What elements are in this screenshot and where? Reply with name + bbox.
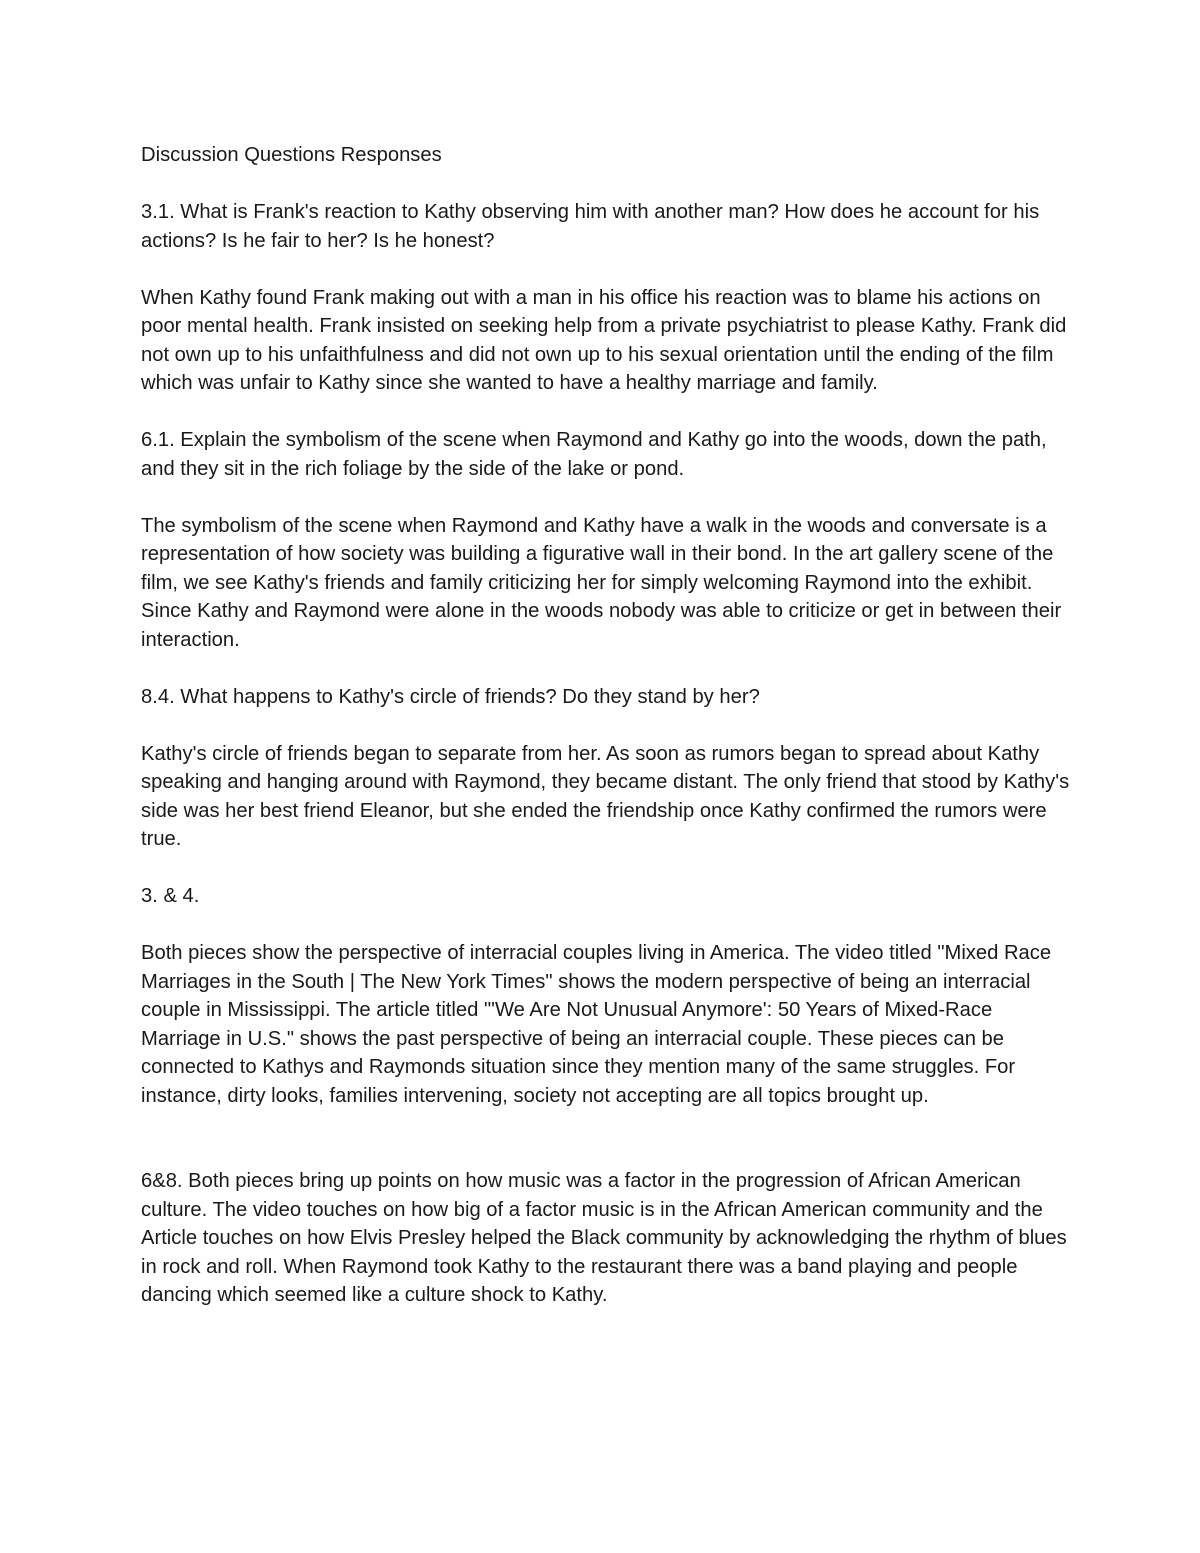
document-title: Discussion Questions Responses: [141, 144, 442, 166]
answer-8-4: Kathy's circle of friends began to separate from her. As soon as rumors began to spread about Kathy speaking and hanging around with Raymond, they became distant. The only friend that stood by Kathy's side was her best friend Eleanor, but she ended the friendship once Kathy confirmed the rumors were true.: [141, 742, 1070, 850]
question-3-1: 3.1. What is Frank's reaction to Kathy observing him with another man? How does he account for his actions? Is he fair to her? Is he honest?: [141, 201, 1040, 252]
answer-3-and-4: Both pieces show the perspective of interracial couples living in America. The video titled "Mixed Race Marriages in the South | The New York Times" shows the modern perspective of being an interracial couple in Mississippi. The article titled "'We Are Not Unusual Anymore': 50 Years of Mixed-Race Marriage in U.S." shows the past perspective of being an interracial couple. These pieces can be connected to Kathys and Raymonds situation since they mention many of the same struggles. For instance, dirty looks, families intervening, society not accepting are all topics brought up.: [141, 942, 1052, 1107]
question-6-1: 6.1. Explain the symbolism of the scene when Raymond and Kathy go into the woods, down the path, and they sit in the rich foliage by the side of the lake or pond.: [141, 429, 1047, 480]
answer-6-and-8: 6&8. Both pieces bring up points on how music was a factor in the progression of African American culture. The video touches on how big of a factor music is in the African American community and the Article touches on how Elvis Presley helped the Black community by acknowledging the rhythm of blues in rock and roll. When Raymond took Kathy to the restaurant there was a band playing and people dancing which seemed like a culture shock to Kathy.: [141, 1170, 1067, 1306]
answer-3-1: When Kathy found Frank making out with a man in his office his reaction was to blame his actions on poor mental health. Frank insisted on seeking help from a private psychiatrist to please Kathy. Frank did not own up to his unfaithfulness and did not own up to his sexual orientation until the ending of the film which was unfair to Kathy since she wanted to have a healthy marriage and family.: [141, 286, 1067, 394]
answer-6-1: The symbolism of the scene when Raymond and Kathy have a walk in the woods and conversate is a representation of how society was building a figurative wall in their bond. In the art gallery scene of the film, we see Kathy's friends and family criticizing her for simply welcoming Raymond into the exhibit. Since Kathy and Raymond were alone in the woods nobody was able to criticize or get in between their interaction.: [141, 514, 1062, 651]
heading-3-and-4: 3. & 4.: [141, 885, 200, 907]
question-8-4: 8.4. What happens to Kathy's circle of friends? Do they stand by her?: [141, 685, 760, 708]
document-page: [141, 141, 1071, 1310]
